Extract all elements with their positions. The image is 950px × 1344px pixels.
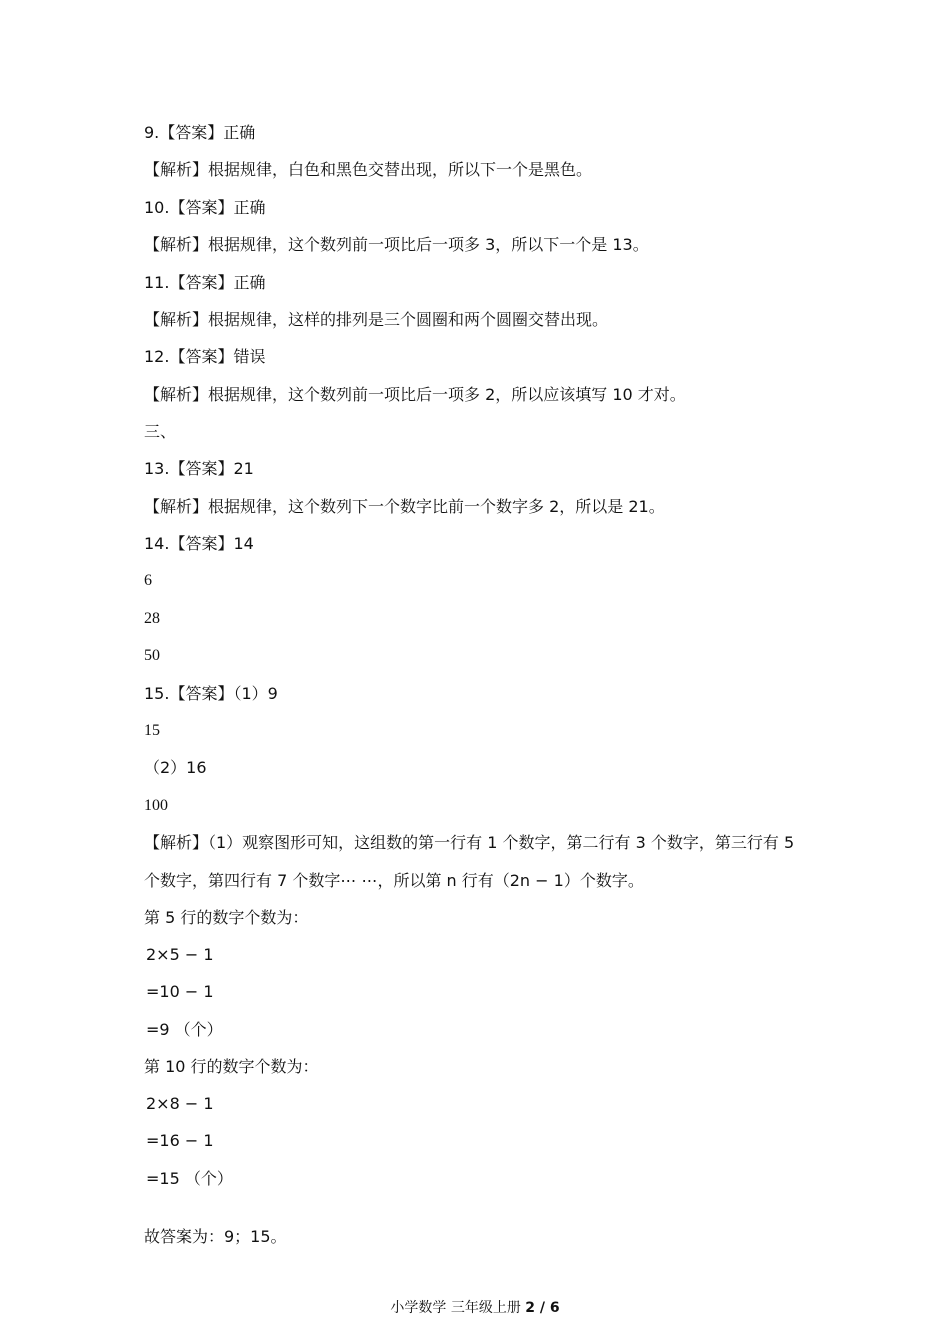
section-heading: 三、 <box>144 422 177 441</box>
answer-11: 11.【答案】正确 <box>144 273 266 292</box>
row-10-step-1: 2×8 − 1 <box>146 1094 214 1113</box>
answer-9: 9.【答案】正确 <box>144 123 256 142</box>
page-number: 2 / 6 <box>525 1300 560 1316</box>
answer-14-value-3: 28 <box>144 610 160 627</box>
answer-14-value-4: 50 <box>144 647 160 664</box>
answer-12: 12.【答案】错误 <box>144 347 266 366</box>
answer-13: 13.【答案】21 <box>144 459 254 478</box>
analysis-9: 【解析】根据规律，白色和黑色交替出现，所以下一个是黑色。 <box>144 160 593 179</box>
row-5-result: =9 （个） <box>146 1020 223 1039</box>
answer-15-value-2: 15 <box>144 722 160 739</box>
answer-10: 10.【答案】正确 <box>144 198 266 217</box>
answer-15-value-4: 100 <box>144 797 168 814</box>
answer-14: 14.【答案】14 <box>144 534 254 553</box>
analysis-12: 【解析】根据规律，这个数列前一项比后一项多 2，所以应该填写 10 才对。 <box>144 385 686 404</box>
analysis-10: 【解析】根据规律，这个数列前一项比后一项多 3，所以下一个是 13。 <box>144 235 649 254</box>
footer-title: 小学数学 三年级上册 <box>390 1300 521 1316</box>
row-5-heading: 第 5 行的数字个数为： <box>144 908 309 927</box>
row-5-step-1: 2×5 − 1 <box>146 945 214 964</box>
final-answer: 故答案为：9；15。 <box>144 1227 287 1246</box>
row-10-step-2: =16 − 1 <box>146 1131 214 1150</box>
row-10-result: =15 （个） <box>146 1169 233 1188</box>
answer-15-part-2: （2）16 <box>144 758 207 777</box>
analysis-15-line-2: 个数字，第四行有 7 个数字⋯ ⋯，所以第 n 行有（2n − 1）个数字。 <box>144 871 644 890</box>
row-10-heading: 第 10 行的数字个数为： <box>144 1057 319 1076</box>
page-footer <box>0 1298 950 1318</box>
answer-14-value-2: 6 <box>144 572 152 589</box>
analysis-13: 【解析】根据规律，这个数列下一个数字比前一个数字多 2，所以是 21。 <box>144 497 665 516</box>
row-5-step-2: =10 − 1 <box>146 982 214 1001</box>
answer-15: 15.【答案】（1）9 <box>144 684 278 703</box>
analysis-11: 【解析】根据规律，这样的排列是三个圆圈和两个圆圈交替出现。 <box>144 310 609 329</box>
analysis-15-line-1: 【解析】（1）观察图形可知，这组数的第一行有 1 个数字，第二行有 3 个数字，第三行有 5 <box>144 833 795 852</box>
